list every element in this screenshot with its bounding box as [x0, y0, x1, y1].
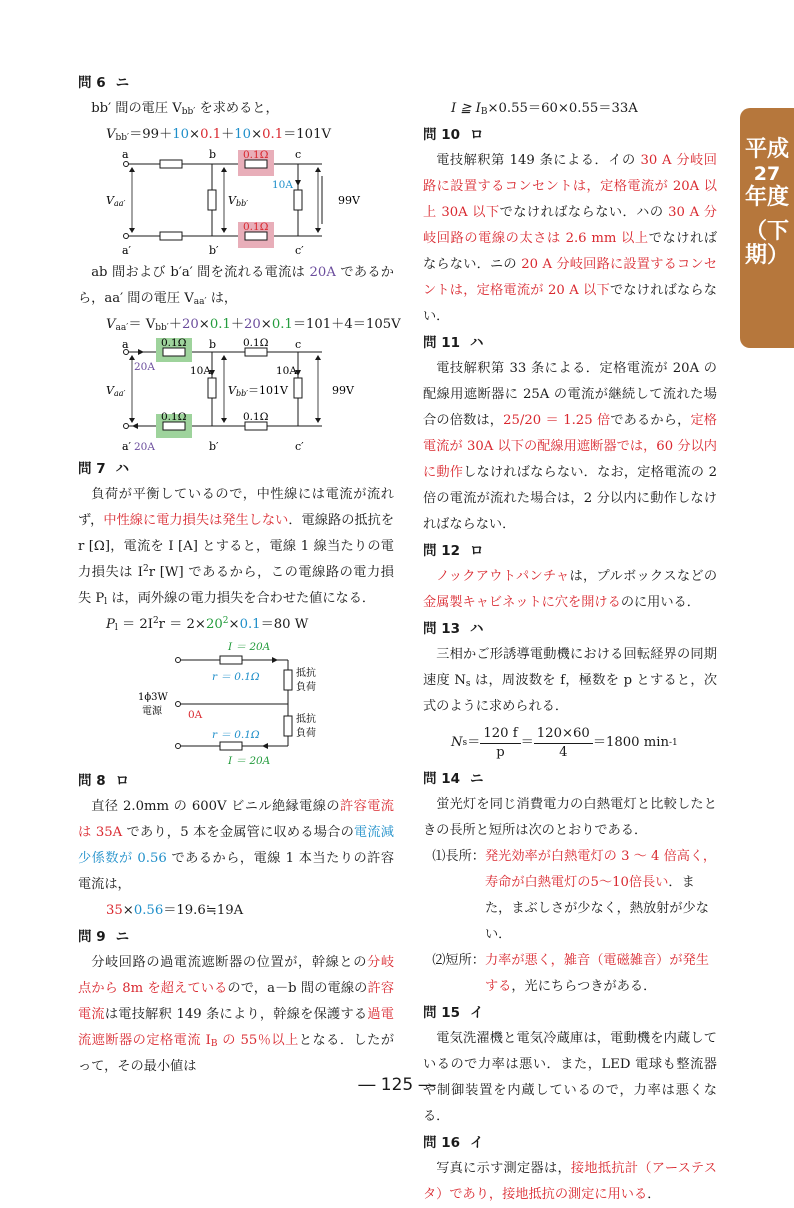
q8-text: 直径 2.0mm の 600V ビニル絶縁電線の許容電流は 35A であり，5 本を金属管に収める場合の電流減少係数が 0.56 であるから，電線 1 本当たりの許容電流は，	[78, 799, 395, 892]
fig3-load2-a: 抵抗	[296, 714, 316, 725]
fig2-i-bot: 20A	[134, 441, 155, 453]
q8-equation: 35×0.56＝19.6≒19A	[106, 903, 244, 918]
fig2-v-bb-val: ＝101V	[248, 384, 288, 397]
q13-text: 三相かご形誘導電動機における回転経界の同期速度 $N_s$ は，周波数を f，極数を p とすると，次式のように求められる．	[423, 647, 718, 714]
fig1-node-a2: a′	[122, 244, 132, 257]
q9-text: 分岐回路の過電流遮断器の位置が，幹線との分岐点から 8m を超えているので，a－b 間の電線の許容電流は電技解釈 149 条により，幹線を保護する過電流遮断器の定格電流 $I_B$ の 55％以上となる．したがって，その最小値は	[78, 955, 395, 1074]
svg-text:Vbb′	[228, 194, 248, 208]
q6-text2: ab 間および b′a′ 間を流れる電流は 20A であるから，aa′ 間の電圧 $V_{aa'}$ は，	[78, 265, 394, 307]
fig3-r-bot: r ＝ 0.1Ω	[212, 729, 260, 741]
q7-text: 負荷が平衡しているので，中性線には電流が流れず，中性線に電力損失は発生しない．電線路の抵抗を r [Ω]，電流を I [A] とすると，電線 1 線当たりの電力損失は $I^2r$ [W] であるから，この電線路の電力損失 $P_l$ は，両外線の電力損失を合わせた値になる．	[78, 487, 395, 607]
fig1-node-c: c	[295, 148, 302, 161]
q12-heading: 問 12 ロ	[423, 543, 484, 559]
fig1-v-aa-sub: aa′	[113, 199, 126, 208]
q6-heading: 問 6 ニ	[78, 75, 130, 91]
fig2-node-a2: a′	[122, 440, 132, 453]
fig1-node-a: a	[122, 148, 129, 161]
side-tab-half: （下期）	[744, 219, 789, 268]
fig1-v-load: 99V	[338, 194, 360, 207]
fig2-v-load: 99V	[332, 384, 354, 397]
fig2-r-ab: 0.1Ω	[161, 338, 187, 349]
fig2-v-bb: V	[228, 384, 236, 397]
q15-heading: 問 15 イ	[423, 1005, 484, 1021]
fig3-i-top: I ＝ 20A	[228, 641, 271, 653]
fig2-i-c: 10A	[276, 365, 297, 377]
fig1-v-bb: V	[228, 194, 236, 207]
q6-circuit-figure-1	[78, 148, 394, 260]
fig2-r-bc2: 0.1Ω	[243, 411, 269, 423]
q10-heading: 問 10 ロ	[423, 127, 484, 143]
fig1-v-bb-sub: bb′	[235, 199, 249, 208]
q9-heading: 問 9 ニ	[78, 929, 130, 945]
q13-equation: N s ＝ $\frac{120 f}{p}$ ＝ $\frac{120\times 60}{4}$ ＝1800 min -1	[451, 725, 678, 760]
q14-advantages: ⑴長所： 発光効率が白熱電灯の 3 ～ 4 倍高く，寿命が白熱電灯の5～10倍長い．また，まぶしさが少なく，熱放射が少ない．	[432, 849, 717, 942]
q6-text1: bb′ 間の電圧 $V_{bb'}$ を求めると，	[91, 101, 279, 117]
fig1-i-c: 10A	[272, 179, 293, 191]
q14-heading: 問 14 ニ	[423, 771, 484, 787]
side-tab-era: 平成	[744, 137, 789, 162]
q7-circuit-figure	[78, 638, 394, 768]
fig2-r-ab2: 0.1Ω	[161, 411, 187, 423]
fig2-node-c2: c′	[295, 440, 304, 453]
q14-text: 蛍光灯を同じ消費電力の白熱電灯と比較したときの長所と短所は次のとおりである．	[423, 797, 717, 838]
fig3-load2-b: 負荷	[296, 728, 316, 739]
left-column	[78, 70, 401, 1080]
q10-text: 電技解釈第 149 条による．イの 30 A 分岐回路に設置するコンセントは，定格電流が 20A 以上 30A 以下でなければならない．ハの 30 A 分岐回路の電線の太さは 2.6 mm 以上でなければならない．ニの 20 A 分岐回路に設置するコンセントは，定格電流が 20 A 以下でなければならない．	[423, 153, 718, 324]
q11-text: 電技解釈第 33 条による．定格電流が 20A の配線用遮断器に 25A の電流が継続して流れた場合の倍数は，25/20 ＝ 1.25 倍であるから，定格電流が 30A 以下の配線用遮断器では，60 分以内に動作しなければならない．なお，定格電流の 2 倍の電流が流れた場合は，2 分以内に動作しなければならない．	[423, 361, 717, 532]
fig1-node-b: b	[209, 148, 217, 161]
right-column	[423, 70, 717, 1208]
fig2-node-a: a	[122, 338, 129, 351]
svg-text:Vbb′＝101V	[228, 384, 289, 398]
q7-heading: 問 7 ハ	[78, 461, 130, 477]
fig2-i-top: 20A	[134, 361, 155, 373]
q16-text: 写真に示す測定器は，接地抵抗計（アーステスタ）であり，接地抵抗の測定に用いる．	[423, 1161, 717, 1202]
q14-disadvantages: ⑵短所： 力率が悪く，雑音（電磁雑音）が発生する，光にちらつきがある．	[432, 953, 709, 994]
fig3-i-mid: 0A	[188, 709, 203, 721]
page-number: ― 125 ―	[358, 1075, 436, 1095]
fig3-src-b: 電源	[142, 706, 162, 717]
fig1-node-b2: b′	[209, 244, 219, 257]
fig1-node-c2: c′	[295, 244, 304, 257]
fig2-r-bc: 0.1Ω	[243, 338, 269, 349]
fig2-v-aa: V	[106, 384, 114, 397]
fig1-r-top: 0.1Ω	[243, 149, 269, 161]
fig2-node-c: c	[295, 338, 302, 351]
q16-heading: 問 16 イ	[423, 1135, 484, 1151]
fig1-r-bot: 0.1Ω	[243, 221, 269, 233]
q13-heading: 問 13 ハ	[423, 621, 484, 637]
side-tab-year: 27	[753, 163, 781, 185]
svg-text:Vaa′	[106, 194, 125, 208]
fig1-v-aa: V	[106, 194, 114, 207]
fig3-i-bot: I ＝ 20A	[228, 755, 271, 767]
q7-equation: $P_l = 2I^2r = 2\times 20^2\times 0.1=80$ W	[106, 616, 309, 633]
fig2-v-bb-sub: bb′	[235, 389, 249, 398]
fig2-i-b: 10A	[190, 365, 211, 377]
fig3-load1-b: 負荷	[296, 682, 316, 693]
fig3-r-top: r ＝ 0.1Ω	[212, 671, 260, 683]
q11-heading: 問 11 ハ	[423, 335, 484, 351]
fig2-node-b2: b′	[209, 440, 219, 453]
fig3-load1-a: 抵抗	[296, 668, 316, 679]
year-side-tab	[740, 108, 794, 348]
fig2-v-aa-sub: aa′	[113, 389, 126, 398]
fig2-node-b: b	[209, 338, 217, 351]
q6-circuit-figure-2	[78, 338, 394, 456]
q6-equation1: $V_{bb'}=99+10\times 0.1+10\times 0.1=101V$	[106, 127, 331, 143]
q8-heading: 問 8 ロ	[78, 773, 130, 789]
side-tab-unit: 年度	[744, 185, 789, 210]
q6-equation2: $V_{aa'}= V_{bb'}+20\times 0.1+20\times 0.1=101+4=105V$	[106, 317, 401, 333]
q9-equation: I ≧ $I_B\times 0.55=60\times 0.55=33A$	[451, 101, 638, 117]
q15-text: 電気洗濯機と電気冷蔵庫は，電動機を内蔵しているので力率は悪い．また，LED 電球も整流器や制御装置を内蔵しているので，力率は悪くなる．	[423, 1031, 717, 1124]
q12-text: ノックアウトパンチャは，プルボックスなどの金属製キャビネットに穴を開けるのに用いる．	[423, 569, 718, 610]
fig3-src-a: 1ϕ3W	[138, 692, 168, 703]
svg-text:Vaa′	[106, 384, 125, 398]
